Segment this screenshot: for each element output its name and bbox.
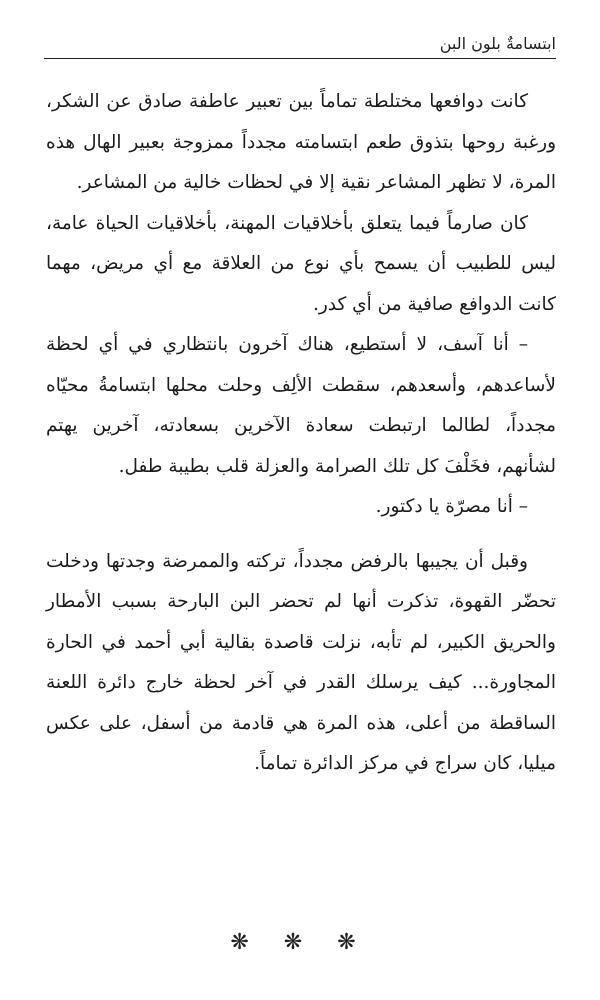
body-text xyxy=(46,82,556,785)
paragraph-1: كانت دوافعها مختلطة تماماً بين تعبير عاطفة صادق عن الشكر، ورغبة روحها بتذوق طعم ابتسامته مجدداً ممزوجة بعبير الهال هذه المرة، لا تظهر المشاعر نقية إلا في لحظات خالية من المشاعر. xyxy=(46,91,556,193)
paragraph-2: كان صارماً فيما يتعلق بأخلاقيات المهنة، بأخلاقيات الحياة عامة، ليس للطبيب أن يسمح بأي نوع من العلاقة مع أي مريض، مهما كانت الدوافع صافية من أي كدر. xyxy=(46,212,556,315)
running-title: ابتسامةٌ بلون البن xyxy=(439,34,556,53)
section-separator: ❋ ❋ ❋ xyxy=(230,930,370,955)
paragraph-3: وقبل أن يجيبها بالرفض مجدداً، تركته والممرضة وجدتها ودخلت تحضّر القهوة، تذكرت أنها لم تحضر البن البارحة بسبب الأمطار والحريق الكبير، لم تأبه، نزلت قاصدة بقالية أبي أحمد في الحارة المجاورة... كيف يرسلك القدر في آخر لحظة خارج دائرة اللعنة الساقطة من أعلى، هذه المرة هي قادمة من أسفل، على عكس ميليا، كان سراج في مركز الدائرة تماماً. xyxy=(46,550,556,774)
dialogue-line-2: – أنا مصرّة يا دكتور. xyxy=(375,496,528,517)
running-header xyxy=(44,34,556,59)
dialogue-line-1: – أنا آسف، لا أستطيع، هناك آخرون بانتظاري في أي لحظة لأساعدهم، وأسعدهم، سقطت الألِف وحلت محلها ابتسامةُ محيّاه مجدداً، لطالما ارتبطت سعادة الآخرين بسعادته، آخرين يهتم لشأنهم، فخَلْفَ كل تلك الصرامة والعزلة قلب بطيبة طفل. xyxy=(46,334,556,477)
